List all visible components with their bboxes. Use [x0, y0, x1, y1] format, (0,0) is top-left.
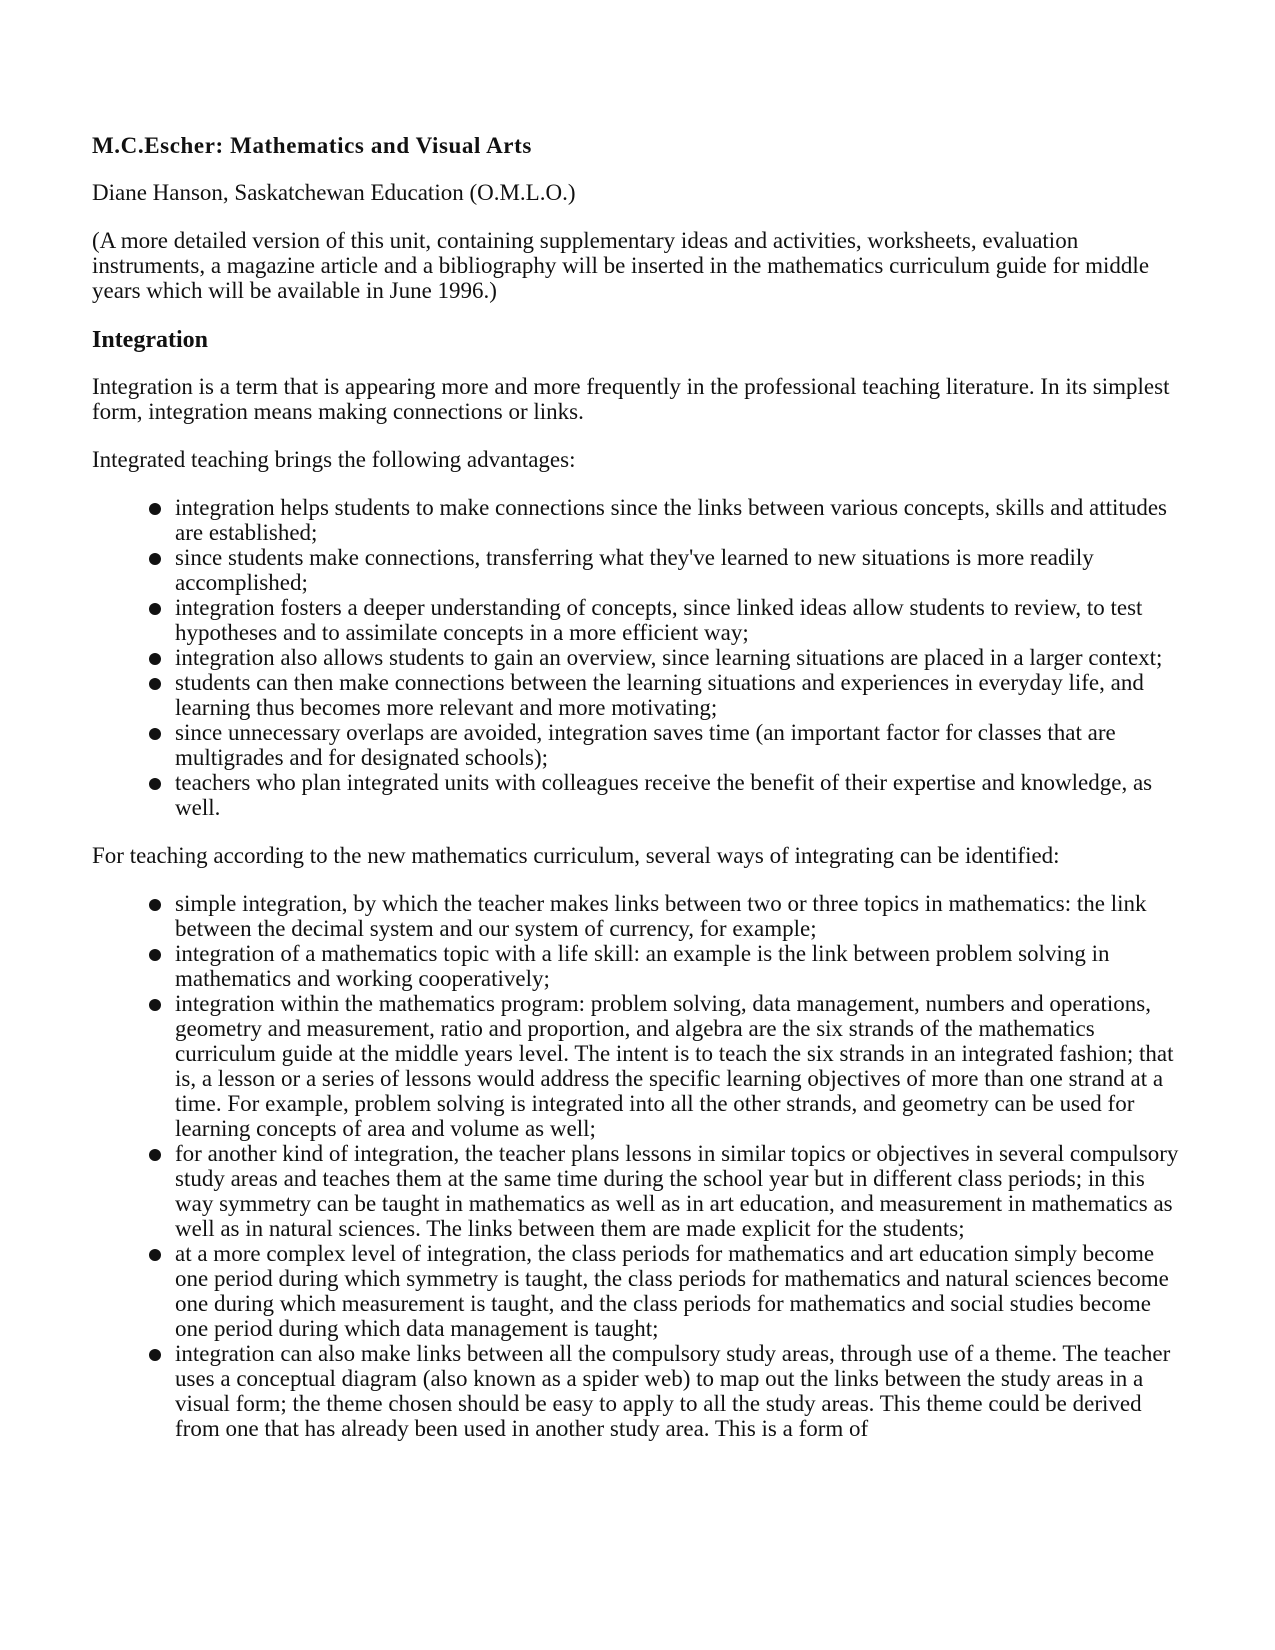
- bullet-icon: [149, 1349, 161, 1361]
- list-item: [175, 770, 1182, 820]
- bullet-icon: [149, 1149, 161, 1161]
- section-heading: Integration: [92, 327, 208, 353]
- bullet-icon: [149, 503, 161, 515]
- list-item-text: integration also allows students to gain an overview, since learning situations are placed in a larger context;: [175, 645, 1163, 670]
- ways-intro: For teaching according to the new mathematics curriculum, several ways of integrating can be identified:: [92, 843, 1060, 868]
- bullet-icon: [149, 553, 161, 565]
- list-item: [175, 991, 1182, 1141]
- list-item: [175, 670, 1182, 720]
- list-item: [175, 545, 1182, 595]
- list-item-text: integration within the mathematics program: problem solving, data management, numbers and operations, geometry and measurement, ratio and proportion, and algebra are the six strands of the mathematics curriculum guide at the middle years level. The intent is to teach the six strands in an integrated fashion; that is, a lesson or a series of lessons would address the specific learning objectives of more than one strand at a time. For example, problem solving is integrated into all the other strands, and geometry can be used for learning concepts of area and volume as well;: [175, 991, 1174, 1141]
- list-item-text: integration of a mathematics topic with a life skill: an example is the link between problem solving in mathematics and working cooperatively;: [175, 941, 1110, 991]
- list-item: [175, 645, 1182, 670]
- list-item-text: since students make connections, transferring what they've learned to new situations is more readily accomplished;: [175, 545, 1094, 595]
- bullet-icon: [149, 778, 161, 790]
- list-item-text: integration can also make links between all the compulsory study areas, through use of a theme. The teacher uses a conceptual diagram (also known as a spider web) to map out the links between the study areas in a visual form; the theme chosen should be easy to apply to all the study areas. This theme could be derived from one that has already been used in another study area. This is a form of: [175, 1341, 1171, 1441]
- bullet-icon: [149, 678, 161, 690]
- ways-list: [92, 891, 1182, 1441]
- advantages-list: [92, 495, 1182, 820]
- bullet-icon: [149, 949, 161, 961]
- list-item: [175, 1241, 1182, 1341]
- list-item: [175, 595, 1182, 645]
- list-item-text: at a more complex level of integration, the class periods for mathematics and art education simply become one period during which symmetry is taught, the class periods for mathematics and natural sciences become one during which measurement is taught, and the class periods for mathematics and social studies become one period during which data management is taught;: [175, 1241, 1169, 1341]
- list-item: [175, 891, 1182, 941]
- list-item: [175, 941, 1182, 991]
- list-item-text: since unnecessary overlaps are avoided, integration saves time (an important factor for classes that are multigrades and for designated schools);: [175, 720, 1116, 770]
- list-item-text: simple integration, by which the teacher makes links between two or three topics in mathematics: the link between the decimal system and our system of currency, for example;: [175, 891, 1147, 941]
- list-item-text: integration fosters a deeper understanding of concepts, since linked ideas allow students to review, to test hypotheses and to assimilate concepts in a more efficient way;: [175, 595, 1143, 645]
- intro-paragraph: Integration is a term that is appearing more and more frequently in the professional teaching literature. In its simplest form, integration means making connections or links.: [92, 374, 1170, 424]
- list-item-text: students can then make connections between the learning situations and experiences in everyday life, and learning thus becomes more relevant and more motivating;: [175, 670, 1144, 720]
- advantages-intro: Integrated teaching brings the following advantages:: [92, 447, 576, 472]
- bullet-icon: [149, 728, 161, 740]
- list-item-text: integration helps students to make connections since the links between various concepts, skills and attitudes are established;: [175, 495, 1167, 545]
- bullet-icon: [149, 999, 161, 1011]
- bullet-icon: [149, 899, 161, 911]
- list-item: [175, 720, 1182, 770]
- list-item: [175, 495, 1182, 545]
- bullet-icon: [149, 603, 161, 615]
- bullet-icon: [149, 1249, 161, 1261]
- document-page: [92, 132, 1182, 1464]
- author-line: Diane Hanson, Saskatchewan Education (O.M.L.O.): [92, 180, 576, 205]
- list-item: [175, 1141, 1182, 1241]
- bullet-icon: [149, 653, 161, 665]
- list-item-text: for another kind of integration, the teacher plans lessons in similar topics or objectives in several compulsory study areas and teaches them at the same time during the school year but in different class periods; in this way symmetry can be taught in mathematics as well as in art education, and measurement in mathematics as well as in natural sciences. The links between them are made explicit for the students;: [175, 1141, 1179, 1241]
- list-item-text: teachers who plan integrated units with colleagues receive the benefit of their expertise and knowledge, as well.: [175, 770, 1153, 820]
- editorial-note: (A more detailed version of this unit, containing supplementary ideas and activities, worksheets, evaluation instruments, a magazine article and a bibliography will be inserted in the mathematics curriculum guide for middle years which will be available in June 1996.): [92, 228, 1150, 303]
- list-item: [175, 1341, 1182, 1441]
- document-title: M.C.Escher: Mathematics and Visual Arts: [92, 133, 532, 158]
